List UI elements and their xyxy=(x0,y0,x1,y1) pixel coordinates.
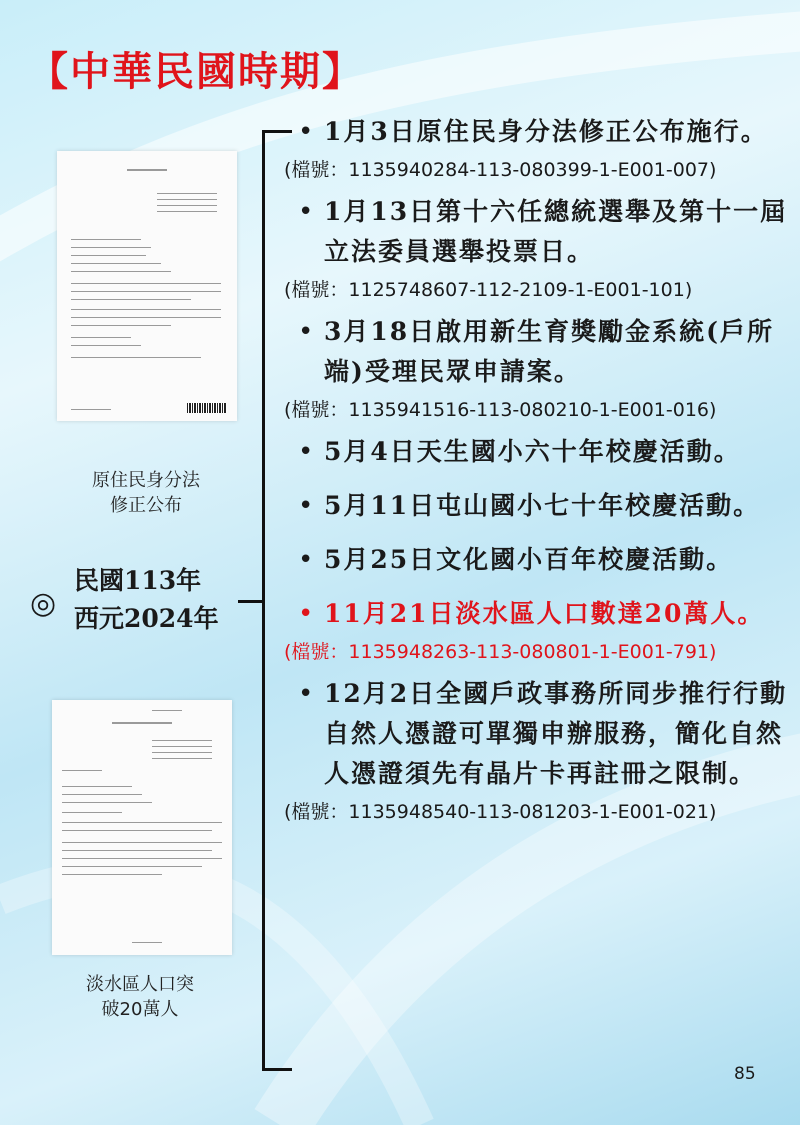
event-item xyxy=(290,540,790,580)
archive-ref: (檔號：1135940284-113-080399-1-E001-007) xyxy=(284,159,717,181)
event-text: 5月11日屯山國小七十年校慶活動。 xyxy=(324,491,761,520)
event-item xyxy=(284,594,790,666)
event-text: 12月2日全國戶政事務所同步推行行動自然人憑證可單獨申辦服務，簡化自然人憑證須先有晶片卡再註冊之限制。 xyxy=(324,679,788,788)
archive-ref: (檔號：1125748607-112-2109-1-E001-101) xyxy=(284,279,693,301)
archive-ref: (檔號：1135948263-113-080801-1-E001-791) xyxy=(284,641,717,663)
event-text: 1月3日原住民身分法修正公布施行。 xyxy=(324,117,768,146)
page-title: 【中華民國時期】 xyxy=(28,49,364,95)
event-item xyxy=(284,674,790,826)
caption-residency-law: 原住民身分法修正公布 xyxy=(92,470,200,516)
event-item xyxy=(290,486,790,526)
bullet-icon: • xyxy=(298,491,314,521)
event-item xyxy=(290,432,790,472)
event-text: 5月25日文化國小百年校慶活動。 xyxy=(324,545,734,574)
archive-ref: (檔號：1135941516-113-080210-1-E001-016) xyxy=(284,399,717,421)
event-item xyxy=(284,112,790,184)
year-ad: 西元2024年 xyxy=(74,604,219,633)
bullet-icon: • xyxy=(298,599,314,629)
bracket-connector xyxy=(238,600,264,603)
bullet-icon: • xyxy=(298,197,314,227)
event-item xyxy=(284,312,790,424)
bracket-bottom xyxy=(262,1068,292,1071)
year-label xyxy=(74,562,219,638)
event-list xyxy=(284,112,790,834)
bullet-icon: • xyxy=(298,437,314,467)
archive-ref: (檔號：1135948540-113-081203-1-E001-021) xyxy=(284,801,717,823)
bracket-top xyxy=(262,130,292,133)
event-text: 11月21日淡水區人口數達20萬人。 xyxy=(324,599,765,628)
bullet-icon: • xyxy=(298,545,314,575)
bullet-icon: • xyxy=(298,679,314,709)
event-text: 5月4日天生國小六十年校慶活動。 xyxy=(324,437,741,466)
document-image-residency-law xyxy=(57,151,237,421)
event-text: 1月13日第十六任總統選舉及第十一屆立法委員選舉投票日。 xyxy=(324,197,788,266)
bullet-icon: • xyxy=(298,317,314,347)
caption-population: 淡水區人口突破20萬人 xyxy=(86,974,194,1020)
bullet-icon: • xyxy=(298,117,314,147)
year-roc: 民國113年 xyxy=(74,566,202,595)
event-item xyxy=(284,192,790,304)
center-symbol: ◎ xyxy=(30,586,57,621)
page-number: 85 xyxy=(734,1064,756,1084)
event-text: 3月18日啟用新生育獎勵金系統(戶所端)受理民眾申請案。 xyxy=(324,317,775,386)
document-image-population xyxy=(52,700,232,955)
